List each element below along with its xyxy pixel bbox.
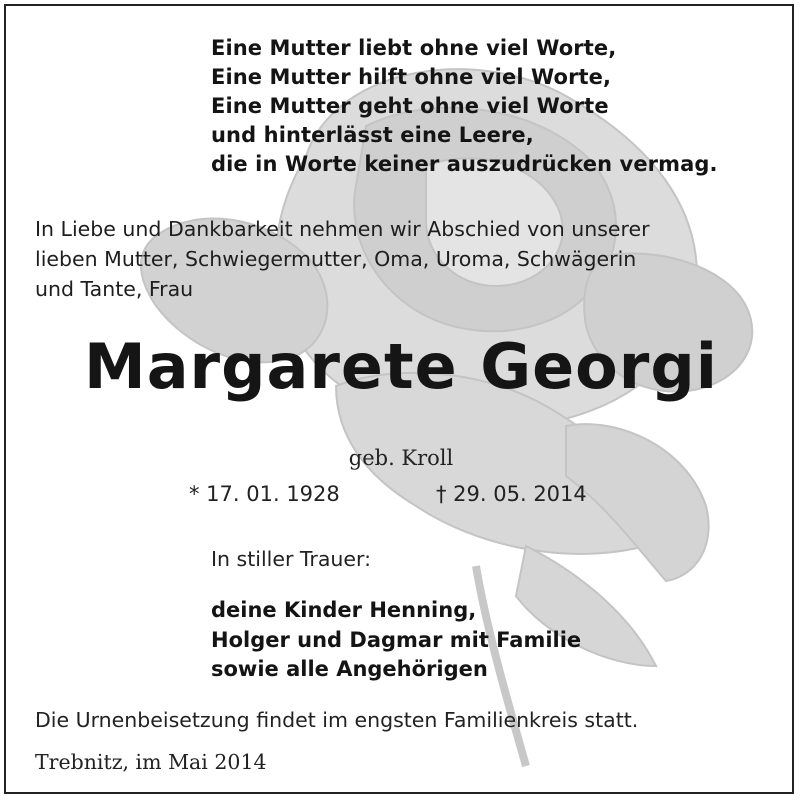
mourners-list <box>211 596 581 685</box>
poem-line: Eine Mutter hilft ohne viel Worte, <box>211 65 612 89</box>
birth-date: * 17. 01. 1928 <box>189 482 340 506</box>
mourners-line: deine Kinder Henning, <box>211 598 477 622</box>
mourners-line: sowie alle Angehörigen <box>211 657 488 681</box>
deceased-name: Margarete Georgi <box>84 330 718 403</box>
place-date: Trebnitz, im Mai 2014 <box>35 750 267 774</box>
obituary-notice <box>4 4 794 794</box>
mourners-heading: In stiller Trauer: <box>211 547 371 571</box>
intro-line: und Tante, Frau <box>35 277 194 301</box>
poem <box>211 34 718 179</box>
intro-line: lieben Mutter, Schwiegermutter, Oma, Uroma, Schwägerin <box>35 247 637 271</box>
maiden-name: geb. Kroll <box>348 446 454 470</box>
death-date: † 29. 05. 2014 <box>436 482 587 506</box>
poem-line: Eine Mutter geht ohne viel Worte <box>211 94 609 118</box>
poem-line: die in Worte keiner auszudrücken vermag. <box>211 152 718 176</box>
burial-note: Die Urnenbeisetzung findet im engsten Familienkreis statt. <box>35 708 639 732</box>
poem-line: Eine Mutter liebt ohne viel Worte, <box>211 36 617 60</box>
intro-line: In Liebe und Dankbarkeit nehmen wir Abschied von unserer <box>35 217 650 241</box>
poem-line: und hinterlässt eine Leere, <box>211 123 534 147</box>
intro-text <box>35 214 775 304</box>
mourners-line: Holger und Dagmar mit Familie <box>211 627 582 652</box>
